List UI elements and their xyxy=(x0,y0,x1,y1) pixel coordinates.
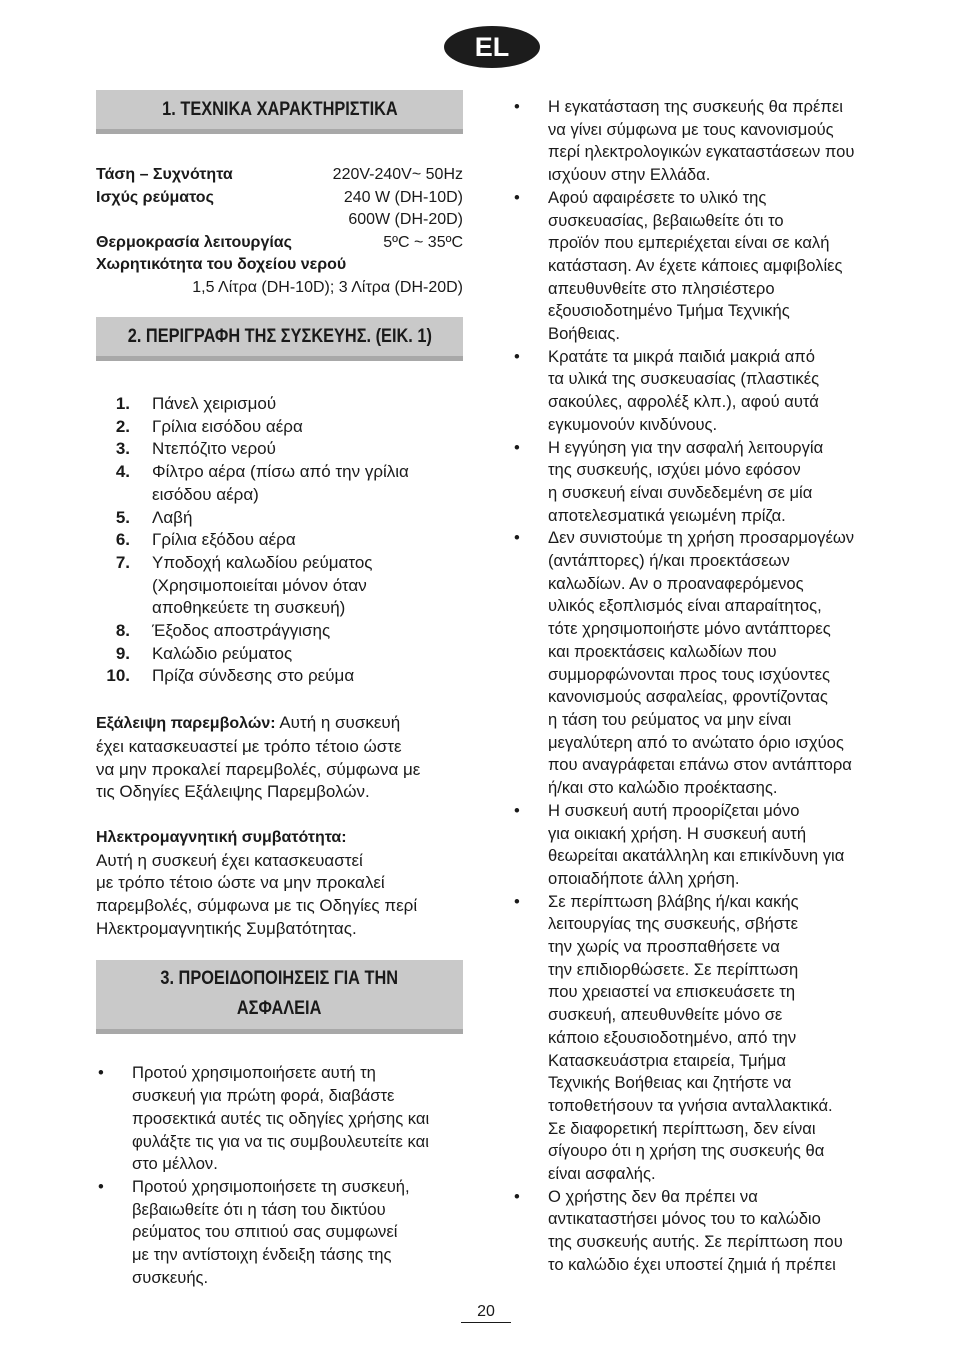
interference-label: Εξάλειψη παρεμβολών: xyxy=(96,715,276,733)
section-heading-description: 2. ΠΕΡΙΓΡΑΦΗ ΤΗΣ ΣΥΣΚΕΥΗΣ. (ΕΙΚ. 1) xyxy=(96,317,463,361)
safety-bullets-right xyxy=(512,96,884,1277)
list-item-text: Γρίλια εξόδου αέρα xyxy=(152,530,296,550)
bullet-dot-icon: • xyxy=(514,891,520,911)
parts-list xyxy=(96,393,463,688)
list-item-text: Πρίζα σύνδεσης στο ρεύμα xyxy=(152,666,355,686)
interference-paragraph: Εξάλειψη παρεμβολών: Αυτή η συσκευή έχει κατασκευαστεί με τρόπο τέτοιο ώστε να μην προκαλεί παρεμβολές, σύμφωνα με τις Οδηγίες Εξάλειψης Παρεμβολών. xyxy=(96,713,421,802)
list-item xyxy=(96,529,463,552)
list-item xyxy=(96,620,463,643)
list-item-text: Πάνελ χειρισμού xyxy=(152,394,277,413)
bullet-text: Δεν συνιστούμε τη χρήση προσαρμογέων (αντάπτορες) ή/και προεκτάσεων καλωδίων. Αν ο προαναφερόμενος υλικός εξοπλισμός είναι απαραίτητος, τότε χρησιμοποιήστε μόνο αντάπτορες και προεκτάσεις καλωδίων που συμμορφώνονται προς τους ισχύοντες κανονισμούς ασφαλείας, φροντίζοντας η τάση του ρεύματος να μην είναι μεγαλύτερη από το ανώτατο όριο ισχύος που αναγράφεται επάνω στον αντάπτορα ή/και στο καλώδιο προέκτασης. xyxy=(548,528,855,798)
list-item xyxy=(96,416,463,439)
list-item xyxy=(96,438,463,461)
specs-table xyxy=(96,164,463,299)
list-item-number: 6. xyxy=(115,530,130,550)
power-value-1: 240 W (DH-10D) xyxy=(343,188,463,206)
bullet-item xyxy=(512,891,884,1186)
bullet-text: Ο χρήστης δεν θα πρέπει να αντικαταστήσει μόνος του το καλώδιο της συσκευής αυτής. Σε περίπτωση που το καλώδιο έχει υποστεί ζημιά ή πρέπει xyxy=(548,1186,843,1274)
list-item xyxy=(96,643,463,666)
section-heading-safety: 3. ΠΡΟΕΙΔΟΠΟΙΗΣΕΙΣ ΓΙΑ ΤΗΝ ΑΣΦΑΛΕΙΑ xyxy=(96,960,463,1034)
list-item-number: 4. xyxy=(115,462,130,482)
list-item-number: 8. xyxy=(115,621,130,641)
list-item-text: Γρίλια εισόδου αέρα xyxy=(152,416,303,436)
bullet-text: Η εγκατάσταση της συσκευής θα πρέπει να γίνει σύμφωνα με τους κανονισμούς περί ηλεκτρολογικών εγκαταστάσεων που ισχύουν στην Ελλάδα. xyxy=(548,97,855,185)
voltage-value: 220V-240V~ 50Hz xyxy=(332,166,463,183)
list-item-text: Λαβή xyxy=(152,507,193,527)
bullet-item xyxy=(512,96,884,187)
emc-label: Ηλεκτρομαγνητική συμβατότητα: xyxy=(96,828,347,846)
bullet-item xyxy=(512,527,884,799)
list-item xyxy=(96,507,463,530)
list-item-number: 5. xyxy=(115,507,130,527)
bullet-text: Προτού χρησιμοποιήσετε αυτή τη συσκευή για πρώτη φορά, διαβάστε προσεκτικά αυτές τις οδηγίες χρήσης και φυλάξτε τις για να τις συμβουλευτείτε και στο μέλλον. xyxy=(132,1063,430,1174)
bullet-item xyxy=(96,1176,463,1290)
list-item xyxy=(96,552,463,620)
list-item xyxy=(96,461,463,506)
list-item-number: 1. xyxy=(115,394,130,413)
bullet-dot-icon: • xyxy=(514,97,520,116)
bullet-item xyxy=(96,1062,463,1176)
list-item-text: Καλώδιο ρεύματος xyxy=(152,643,293,663)
bullet-text: Σε περίπτωση βλάβης ή/και κακής λειτουργίας της συσκευής, σβήστε την χωρίς να προσπαθήσετε να την επιδιορθώσετε. Σε περίπτωση που χρειαστεί να επισκευάσετε τη συσκευή, απευθυνθείτε μόνο σε κάποιο εξουσιοδοτημένο, από την Κατασκευάστρια εταιρεία, Τμήμα Τεχνικής Βοήθειας και ζητήστε να τοποθετήσουν τα γνήσια ανταλλακτικά. Σε διαφορετική περίπτωση, δεν είναι σίγουρο ότι η χρήση της συσκευής θα είναι ασφαλής. xyxy=(548,891,833,1184)
list-item-number: 9. xyxy=(115,643,130,663)
bullet-dot-icon: • xyxy=(514,1186,520,1206)
voltage-label: Τάση – Συχνότητα xyxy=(96,166,233,183)
bullet-item xyxy=(512,437,884,528)
list-item xyxy=(96,665,463,688)
right-column xyxy=(512,96,884,1277)
bullet-item xyxy=(512,187,884,346)
bullet-dot-icon: • xyxy=(514,187,520,207)
bullet-text: Προτού χρησιμοποιήσετε τη συσκευή, βεβαιωθείτε ότι η τάση του δικτύου ρεύματος του σπιτιού σας συμφωνεί με την αντίστοιχη ένδειξη τάσης της συσκευής. xyxy=(132,1176,410,1287)
temperature-value: 5ºC ~ 35ºC xyxy=(383,233,463,251)
page-number: 20 xyxy=(461,1303,511,1323)
bullet-dot-icon: • xyxy=(514,800,520,820)
left-column xyxy=(96,90,463,1290)
section-heading-technical-specs: 1. ΤΕΧΝΙΚΑ ΧΑΡΑΚΤΗΡΙΣΤΙΚΑ xyxy=(96,90,463,134)
list-item-text: Φίλτρο αέρα (πίσω από την γρίλια εισόδου αέρα) xyxy=(152,462,409,504)
list-item xyxy=(96,393,463,416)
temperature-label: Θερμοκρασία λειτουργίας xyxy=(96,233,292,251)
power-value-2: 600W (DH-20D) xyxy=(348,211,463,228)
list-item-text: Έξοδος αποστράγγισης xyxy=(152,621,331,641)
language-badge: EL xyxy=(444,26,540,68)
capacity-value: 1,5 Λίτρα (DH-10D); 3 Λίτρα (DH-20D) xyxy=(192,278,463,296)
bullet-item xyxy=(512,800,884,891)
bullet-text: Η συσκευή αυτή προορίζεται μόνο για οικιακή χρήση. Η συσκευή αυτή θεωρείται ακατάλληλη και επικίνδυνη για οποιαδήποτε άλλη χρήση. xyxy=(548,800,845,888)
bullet-text: Αφού αφαιρέσετε το υλικό της συσκευασίας, βεβαιωθείτε ότι το προϊόν που εμπεριέχεται είναι σε καλή κατάσταση. Αν έχετε κάποιες αμφιβολίες απευθυνθείτε στο πλησιέστερο εξουσιοδοτημένο Τμήμα Τεχνικής Βοήθειας. xyxy=(548,187,843,344)
bullet-dot-icon: • xyxy=(514,528,520,548)
bullet-text: Η εγγύηση για την ασφαλή λειτουργία της συσκευής, ισχύει μόνο εφόσον η συσκευή είναι συνδεδεμένη σε μία αποτελεσματικά γειωμένη πρίζα. xyxy=(548,437,824,525)
list-item-text: Ντεπόζιτο νερού xyxy=(152,439,276,459)
list-item-number: 3. xyxy=(115,439,130,459)
list-item-text: Υποδοχή καλωδίου ρεύματος (Χρησιμοποιείται μόνον όταν αποθηκεύετε τη συσκευή) xyxy=(152,552,373,618)
safety-bullets-left xyxy=(96,1062,463,1289)
bullet-dot-icon: • xyxy=(98,1063,104,1083)
list-item-number: 2. xyxy=(115,416,130,436)
bullet-item xyxy=(512,346,884,437)
bullet-dot-icon: • xyxy=(98,1176,104,1196)
list-item-number: 7. xyxy=(115,552,130,572)
bullet-item xyxy=(512,1186,884,1277)
bullet-dot-icon: • xyxy=(514,437,520,457)
power-label: Ισχύς ρεύματος xyxy=(96,188,214,206)
bullet-text: Κρατάτε τα μικρά παιδιά μακριά από τα υλικά της συσκευασίας (πλαστικές σακούλες, αφρολέξ κλπ.), αφού αυτά εγκυμονούν κινδύνους. xyxy=(548,346,820,434)
list-item-number: 10. xyxy=(106,666,130,686)
capacity-label: Χωρητικότητα του δοχείου νερού xyxy=(96,256,347,273)
emc-paragraph: Ηλεκτρομαγνητική συμβατότητα: Αυτή η συσκευή έχει κατασκευαστεί με τρόπο τέτοιο ώστε να μην προκαλεί παρεμβολές, σύμφωνα με τις Οδηγίες περί Ηλεκτρομαγνητικής Συμβατότητας. xyxy=(96,828,418,938)
bullet-dot-icon: • xyxy=(514,346,520,366)
